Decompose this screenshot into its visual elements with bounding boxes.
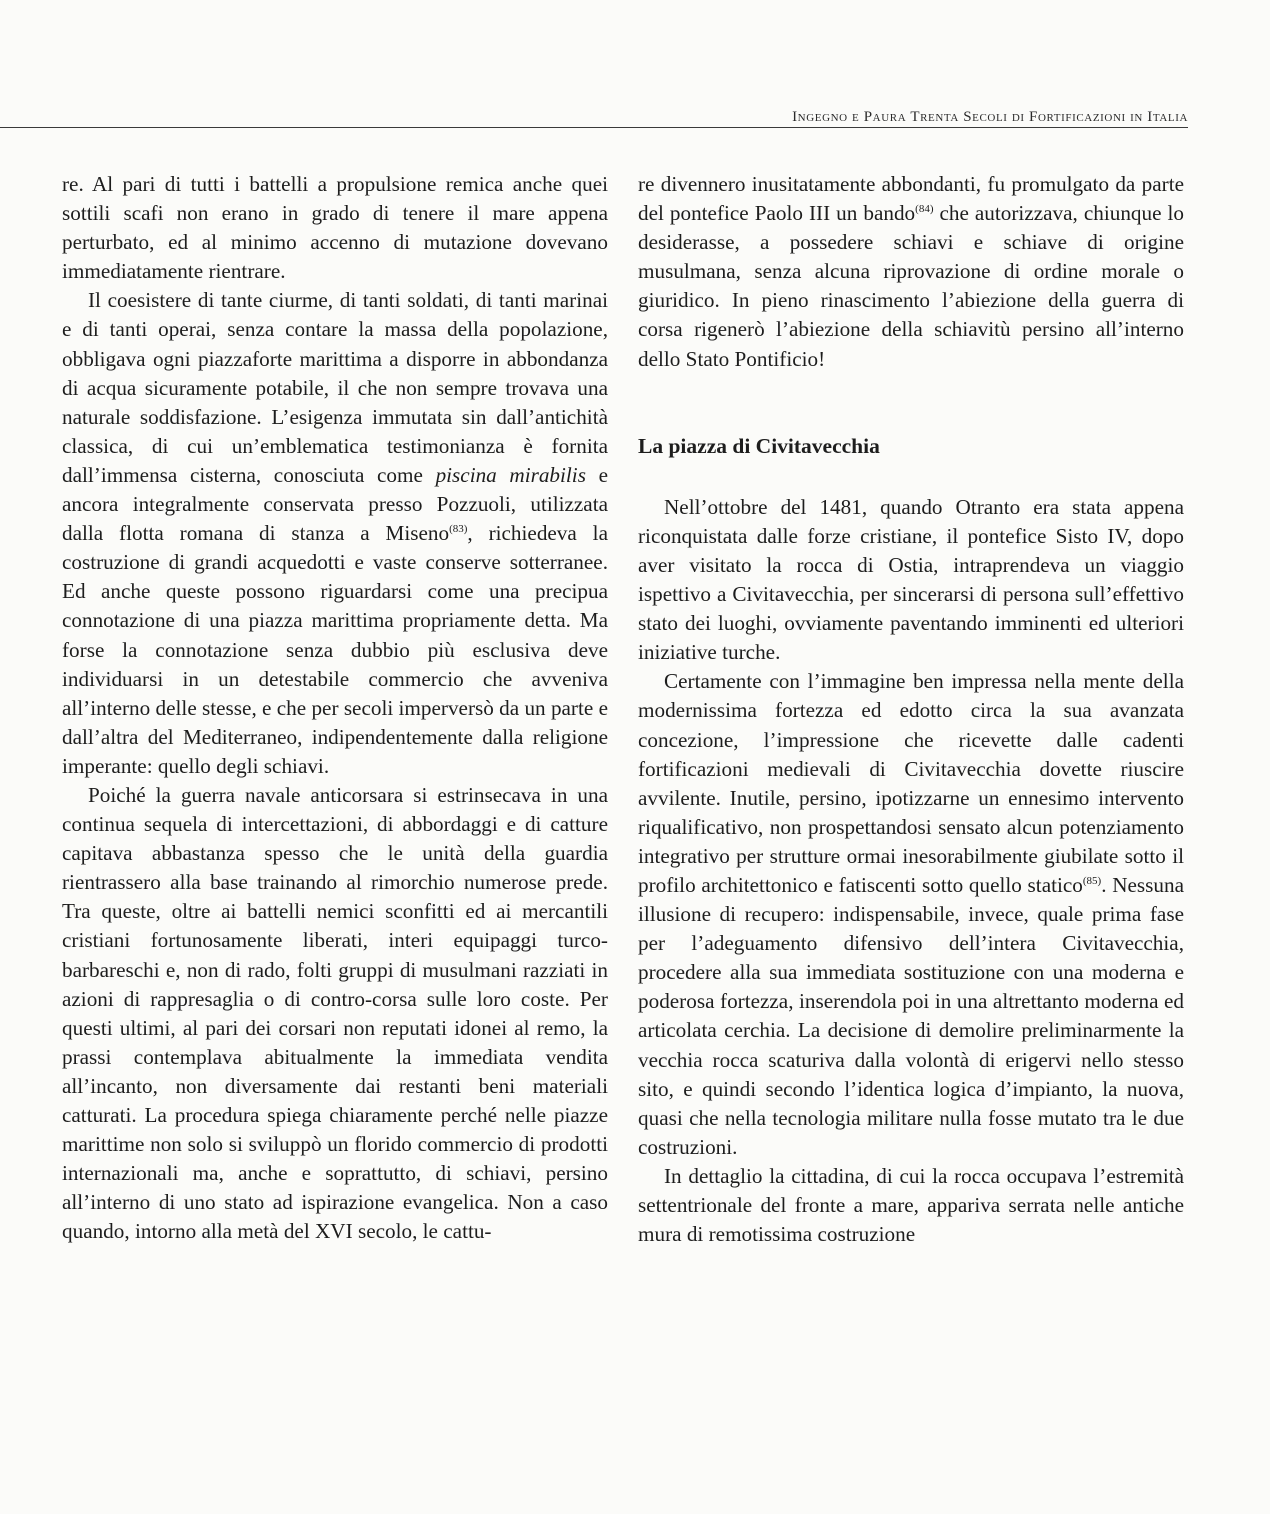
footnote-ref-85: (85) [1082, 874, 1102, 887]
section-heading: La piazza di Civitavecchia [638, 433, 880, 458]
text-run: Il coesistere di tante ciurme, di tanti soldati, di tanti marinai e di tanti operai, senza contare la massa della popolazione, obbligava ogni piazzaforte marittima a disporre in abbondanza di acqua sicuramente potabile, il che non sempre trovava una naturale soddisfazione. L’esigenza immutata sin dall’antichità classica, di cui un’emblematica testimonianza è fornita dall’immensa cisterna, conosciuta come [62, 288, 608, 487]
text-run: re divennero inusitatamente abbondanti, fu promulgato da parte del pontefice Paolo III un bando [638, 172, 1184, 226]
paragraph: In dettaglio la cittadina, di cui la rocca occupava l’estremità settentrionale del fronte a mare, appariva serrata nelle antiche mura di remotissima costruzione [638, 1163, 1184, 1247]
running-header [0, 105, 1188, 128]
paragraph [638, 667, 1184, 1162]
paragraph: Poiché la guerra navale anticorsara si estrinsecava in una continua sequela di intercettazioni, di abbordaggi e di catture capitava abbastanza spesso che le unità della guardia rientrassero alla base trainando al rimorchio numerose prede. Tra queste, oltre ai battelli nemici sconfitti ed ai mercantili cristiani fortunosamente liberati, interi equipaggi turco-barbareschi e, non di rado, folti gruppi di musulmani razziati in azioni di rappresaglia o di contro-corsa sulle loro coste. Per questi ultimi, al pari dei corsari non reputati idonei al remo, la prassi contemplava abitualmente la immediata vendita all’incanto, non diversamente dai restanti beni materiali catturati. La procedura spiega chiaramente perché nelle piazze marittime non solo si sviluppò un florido commercio di prodotti internazionali ma, anche e soprattutto, di schiavi, persino all’interno di uno stato ad ispirazione evangelica. Non a caso quando, intorno alla metà del XVI secolo, le cattu- [62, 782, 608, 1244]
left-column [62, 170, 608, 1246]
text-run: . Nessuna illusione di recupero: indispensabile, invece, quale prima fase per l’adeguamento difensivo dell’intera Civitavecchia, procedere alla sua immediata sostituzione con una moderna e poderosa fortezza, inserendola poi in una altrettanto moderna ed articolata cerchia. La decisione di demolire preliminarmente la vecchia rocca scaturiva dalla volontà di erigervi nello stesso sito, e quindi secondo l’identica logica d’impianto, la nuova, quasi che nella tecnologia militare nulla fosse mutato tra le due costruzioni. [638, 872, 1184, 1159]
footnote-ref-83: (83) [449, 523, 468, 536]
paragraph: re. Al pari di tutti i battelli a propulsione remica anche quei sottili scafi non erano in grado di tenere il mare appena perturbato, ed al minimo accenno di mutazione dovevano immediatamente rientrare. [62, 172, 608, 284]
right-column [638, 170, 1184, 1249]
text-run: e ancora integralmente conservata presso Pozzuoli, utilizzata dalla flotta romana di stanza a Miseno [62, 462, 608, 546]
text-run: , richiedeva la costruzione di grandi acquedotti e vaste conserve sotterranee. Ed anche queste possono riguardarsi come una precipua connotazione di una piazza marittima propriamente detta. Ma forse la connotazione senza dubbio più esclusiva deve individuarsi in un detestabile commercio che avveniva all’interno delle stesse, e che per secoli imperversò da un parte e dall’altra del Mediterraneo, indipendentemente dalla religione imperante: quello degli schiavi. [62, 521, 608, 778]
text-run: che autorizzava, chiunque lo desiderasse, a possedere schiavi e schiave di origine musulmana, senza alcuna riprovazione di ordine morale o giuridico. In pieno rinascimento l’abiezione della guerra di corsa rigenerò l’abiezione della schiavitù persino all’interno dello Stato Pontificio! [638, 201, 1184, 371]
footnote-ref-84: (84) [915, 203, 934, 216]
text-run: Certamente con l’immagine ben impressa nella mente della modernissima fortezza ed edotto circa la sua avanzata concezione, l’impressione che ricevette dalle cadenti fortificazioni medievali di Civitavecchia dovette riuscire avvilente. Inutile, persino, ipotizzarne un ennesimo intervento riqualificativo, non prospettandosi sensato alcun potenziamento integrativo per strutture ormai inesorabilmente giubilate sotto il profilo architettonico e fatiscenti sotto quello statico [638, 669, 1184, 897]
italic-term: piscina mirabilis [435, 462, 586, 487]
paragraph [62, 286, 608, 781]
paragraph: Nell’ottobre del 1481, quando Otranto era stata appena riconquistata dalle forze cristiane, il pontefice Sisto IV, dopo aver visitato la rocca di Ostia, intraprendeva un viaggio ispettivo a Civitavecchia, per sincerarsi di persona sull’effettivo stato dei luoghi, ovviamente paventando imminenti ed ulteriori iniziative turche. [638, 494, 1184, 665]
paragraph [638, 170, 1184, 374]
running-title: Ingegno e Paura Trenta Secoli di Fortificazioni in Italia [792, 109, 1188, 125]
